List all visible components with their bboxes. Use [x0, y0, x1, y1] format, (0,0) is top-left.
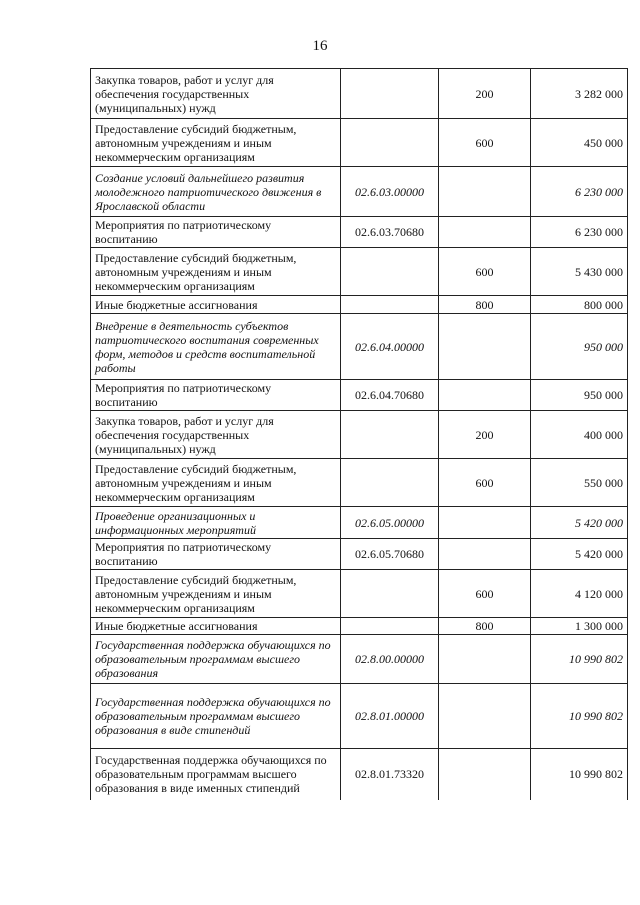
amount-cell: 5 430 000 — [531, 248, 628, 296]
target-code-cell — [341, 618, 439, 635]
expense-type-cell — [439, 217, 531, 248]
amount-cell: 3 282 000 — [531, 69, 628, 119]
target-code-cell: 02.6.05.00000 — [341, 507, 439, 539]
item-name-cell: Иные бюджетные ассигнования — [91, 296, 341, 314]
item-name-cell: Предоставление субсидий бюджетным, автономным учреждениям и иным некоммерческим организациям — [91, 459, 341, 507]
table-row — [91, 296, 628, 314]
amount-cell: 6 230 000 — [531, 167, 628, 217]
budget-table — [90, 68, 628, 800]
target-code-cell: 02.6.03.70680 — [341, 217, 439, 248]
item-name-cell: Закупка товаров, работ и услуг для обеспечения государственных (муниципальных) нужд — [91, 69, 341, 119]
item-name-cell: Внедрение в деятельность субъектов патриотического воспитания современных форм, методов и средств воспитательной работы — [91, 314, 341, 380]
item-name-cell: Проведение организационных и информационных мероприятий — [91, 507, 341, 539]
expense-type-cell: 600 — [439, 459, 531, 507]
table-row — [91, 167, 628, 217]
expense-type-cell: 200 — [439, 411, 531, 459]
target-code-cell — [341, 248, 439, 296]
amount-cell: 4 120 000 — [531, 570, 628, 618]
expense-type-cell — [439, 635, 531, 684]
item-name-cell: Мероприятия по патриотическому воспитанию — [91, 217, 341, 248]
amount-cell: 550 000 — [531, 459, 628, 507]
target-code-cell — [341, 119, 439, 167]
table-row — [91, 618, 628, 635]
amount-cell: 950 000 — [531, 314, 628, 380]
amount-cell: 950 000 — [531, 380, 628, 411]
expense-type-cell — [439, 749, 531, 800]
table-row — [91, 119, 628, 167]
amount-cell: 1 300 000 — [531, 618, 628, 635]
amount-cell: 10 990 802 — [531, 749, 628, 800]
target-code-cell — [341, 296, 439, 314]
target-code-cell — [341, 459, 439, 507]
expense-type-cell — [439, 380, 531, 411]
amount-cell: 10 990 802 — [531, 635, 628, 684]
expense-type-cell: 600 — [439, 570, 531, 618]
target-code-cell: 02.8.00.00000 — [341, 635, 439, 684]
amount-cell: 450 000 — [531, 119, 628, 167]
amount-cell: 5 420 000 — [531, 539, 628, 570]
item-name-cell: Мероприятия по патриотическому воспитанию — [91, 539, 341, 570]
item-name-cell: Создание условий дальнейшего развития молодежного патриотического движения в Ярославской области — [91, 167, 341, 217]
table-row — [91, 380, 628, 411]
item-name-cell: Мероприятия по патриотическому воспитанию — [91, 380, 341, 411]
item-name-cell: Государственная поддержка обучающихся по образовательным программам высшего образования в виде стипендий — [91, 684, 341, 749]
amount-cell: 6 230 000 — [531, 217, 628, 248]
table-row — [91, 507, 628, 539]
item-name-cell: Предоставление субсидий бюджетным, автономным учреждениям и иным некоммерческим организациям — [91, 248, 341, 296]
target-code-cell — [341, 570, 439, 618]
expense-type-cell: 200 — [439, 69, 531, 119]
table-row — [91, 749, 628, 800]
table-row — [91, 539, 628, 570]
target-code-cell: 02.6.04.70680 — [341, 380, 439, 411]
expense-type-cell: 600 — [439, 119, 531, 167]
item-name-cell: Иные бюджетные ассигнования — [91, 618, 341, 635]
item-name-cell: Предоставление субсидий бюджетным, автономным учреждениям и иным некоммерческим организациям — [91, 119, 341, 167]
expense-type-cell — [439, 167, 531, 217]
table-row — [91, 411, 628, 459]
table-row — [91, 217, 628, 248]
amount-cell: 5 420 000 — [531, 507, 628, 539]
amount-cell: 400 000 — [531, 411, 628, 459]
target-code-cell — [341, 69, 439, 119]
expense-type-cell — [439, 684, 531, 749]
target-code-cell: 02.6.04.00000 — [341, 314, 439, 380]
target-code-cell: 02.8.01.00000 — [341, 684, 439, 749]
target-code-cell: 02.6.03.00000 — [341, 167, 439, 217]
target-code-cell: 02.6.05.70680 — [341, 539, 439, 570]
amount-cell: 10 990 802 — [531, 684, 628, 749]
target-code-cell — [341, 411, 439, 459]
expense-type-cell: 800 — [439, 618, 531, 635]
table-row — [91, 314, 628, 380]
item-name-cell: Государственная поддержка обучающихся по образовательным программам высшего образования — [91, 635, 341, 684]
item-name-cell: Государственная поддержка обучающихся по образовательным программам высшего образования в виде именных стипендий — [91, 749, 341, 800]
expense-type-cell: 800 — [439, 296, 531, 314]
item-name-cell: Закупка товаров, работ и услуг для обеспечения государственных (муниципальных) нужд — [91, 411, 341, 459]
expense-type-cell: 600 — [439, 248, 531, 296]
table-row — [91, 635, 628, 684]
expense-type-cell — [439, 314, 531, 380]
budget-table-body — [91, 69, 628, 800]
amount-cell: 800 000 — [531, 296, 628, 314]
item-name-cell: Предоставление субсидий бюджетным, автономным учреждениям и иным некоммерческим организациям — [91, 570, 341, 618]
table-row — [91, 570, 628, 618]
table-row — [91, 459, 628, 507]
table-row — [91, 248, 628, 296]
table-row — [91, 69, 628, 119]
target-code-cell: 02.8.01.73320 — [341, 749, 439, 800]
expense-type-cell — [439, 507, 531, 539]
expense-type-cell — [439, 539, 531, 570]
table-row — [91, 684, 628, 749]
page-number: 16 — [312, 38, 328, 54]
